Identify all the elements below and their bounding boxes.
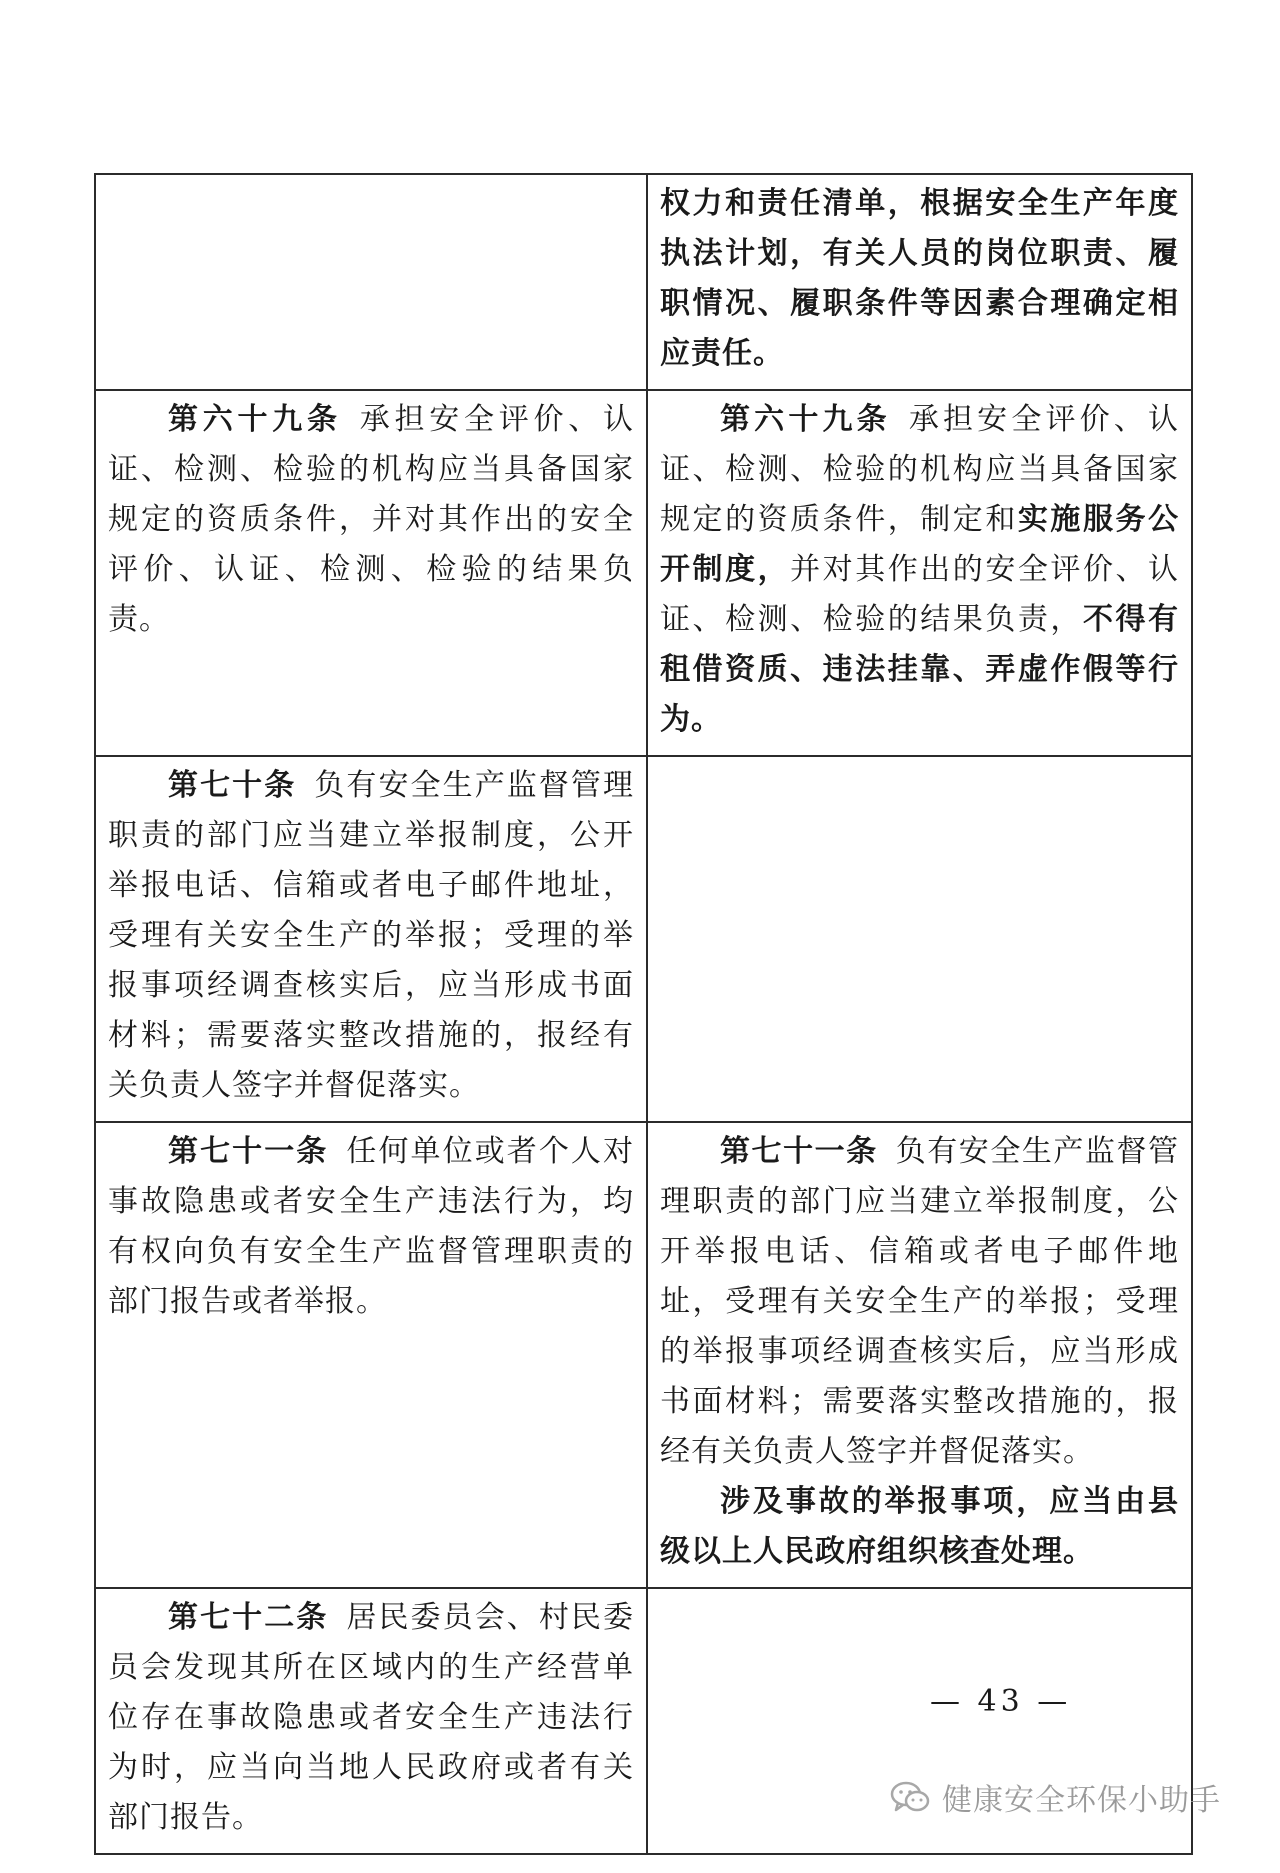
- article-paragraph: [108, 761, 634, 1111]
- article-number: 第六十九条: [168, 402, 342, 437]
- article-paragraph: [108, 1593, 634, 1843]
- table-cell-left: [95, 756, 647, 1122]
- table-cell-right: [647, 390, 1192, 756]
- article-text: 任何单位或者个人对事故隐患或者安全生产违法行为，均有权向负有安全生产监督管理职责的部门报告或者举报。: [108, 1134, 635, 1319]
- article-paragraph: [660, 395, 1179, 745]
- table-cell-right: [647, 1122, 1192, 1588]
- article-paragraph: [108, 395, 634, 645]
- article-paragraph-bold: 涉及事故的举报事项，应当由县级以上人民政府组织核查处理。: [660, 1484, 1179, 1569]
- article-text: 负有安全生产监督管理职责的部门应当建立举报制度，公开举报电话、信箱或者电子邮件地址，受理有关安全生产的举报；受理的举报事项经调查核实后，应当形成书面材料；需要落实整改措施的，报经有关负责人签字并督促落实。: [108, 768, 635, 1103]
- table-cell-left: [95, 1588, 647, 1854]
- article-text: 承担安全评价、认证、检测、检验的机构应当具备国家规定的资质条件，制定和: [660, 402, 1180, 537]
- table-row: [95, 1122, 1192, 1588]
- table-row: [95, 390, 1192, 756]
- article-number: 第七十条: [168, 768, 297, 803]
- table-cell-right: [647, 756, 1192, 1122]
- article-text: 承担安全评价、认证、检测、检验的机构应当具备国家规定的资质条件，并对其作出的安全评价、认证、检测、检验的结果负责。: [108, 402, 634, 637]
- table-cell-right: [647, 174, 1192, 390]
- table-row: [95, 174, 1192, 390]
- article-text: 居民委员会、村民委员会发现其所在区域内的生产经营单位存在事故隐患或者安全生产违法行为时，应当向当地人民政府或者有关部门报告。: [108, 1600, 635, 1835]
- table-cell-left: [95, 174, 647, 390]
- table-cell-left: [95, 1122, 647, 1588]
- cell-text: 权力和责任清单，根据安全生产年度执法计划，有关人员的岗位职责、履职情况、履职条件等因素合理确定相应责任。: [660, 186, 1179, 371]
- article-text-bold: 不得有租借资质、违法挂靠、弄虚作假等行为。: [660, 602, 1180, 737]
- article-paragraph: [108, 1127, 634, 1327]
- article-number: 第六十九条: [720, 402, 891, 437]
- article-paragraph: [660, 1127, 1179, 1477]
- article-text: 并对其作出的安全评价、认证、检测、检验的结果负责，: [660, 552, 1180, 637]
- article-number: 第七十一条: [168, 1134, 329, 1169]
- wechat-icon: [888, 1775, 932, 1819]
- watermark-text: 健康安全环保小助手: [942, 1783, 1221, 1818]
- article-text: 负有安全生产监督管理职责的部门应当建立举报制度，公开举报电话、信箱或者电子邮件地址，受理有关安全生产的举报；受理的举报事项经调查核实后，应当形成书面材料；需要落实整改措施的，报经有关负责人签字并督促落实。: [660, 1134, 1180, 1469]
- article-number: 第七十二条: [168, 1600, 329, 1635]
- comparison-table: [94, 173, 1193, 1855]
- watermark: [888, 1775, 1221, 1819]
- table-row: [95, 756, 1192, 1122]
- article-text-bold: 实施服务公开制度，: [660, 502, 1180, 587]
- page-number: — 43 —: [930, 1684, 1072, 1719]
- article-number: 第七十一条: [720, 1134, 878, 1169]
- table-cell-left: [95, 390, 647, 756]
